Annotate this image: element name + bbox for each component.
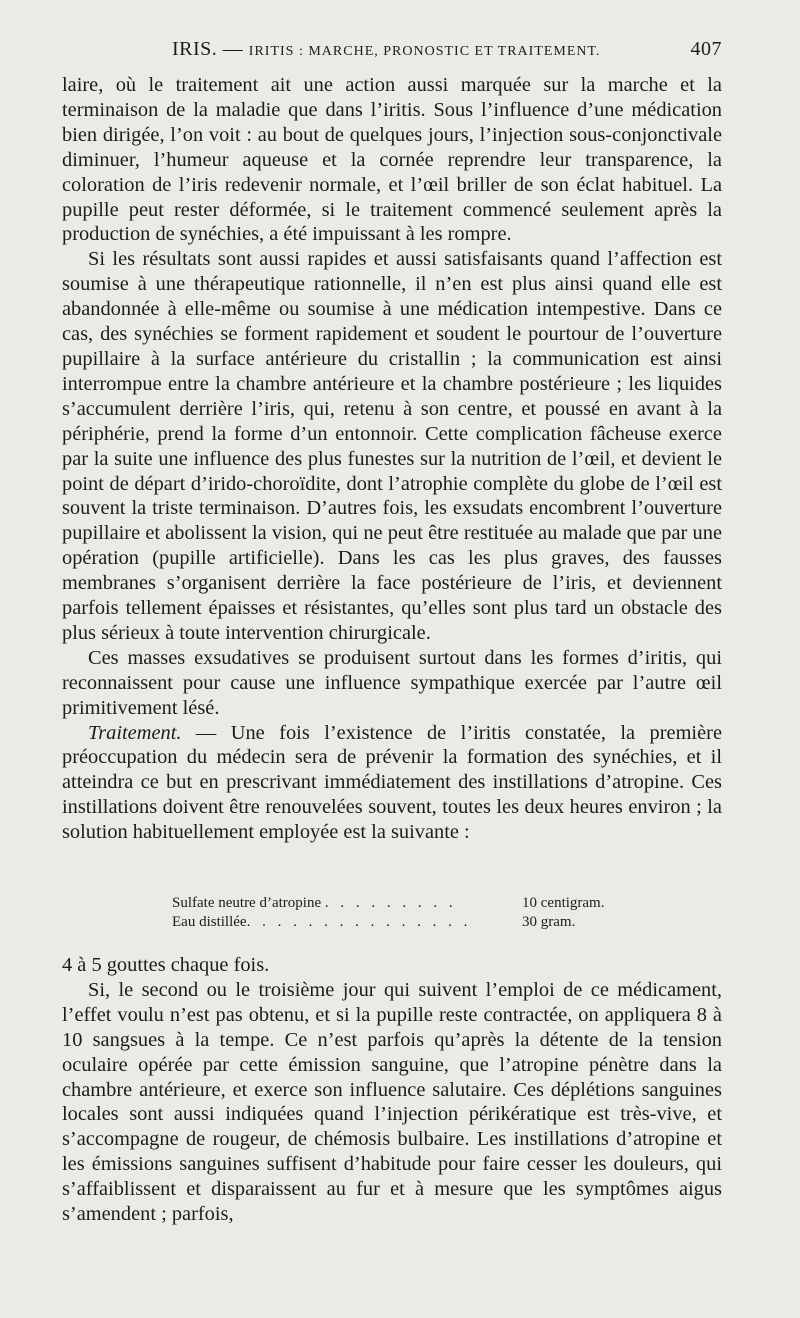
paragraph: Si, le second ou le troisième jour qui suivent l’emploi de ce médicament, l’effet voulu n’est pas obtenu, et si la pupille reste contractée, on appliquera 8 à 10 sangsues à la tempe. Ce n’est parfois qu’après la détente de la tension oculaire opérée par cette émission sanguine, que l’atropine pénètre dans la chambre antérieure, et exerce son influence salutaire. Ces déplétions sanguines locales sont aussi indiquées quand l’injection périkératique est très-vive, et s’accompagne de rougeur, de chémosis bulbaire. Les instillations d’atropine et les émissions sanguines suffisent d’habitude pour faire cesser les douleurs, qui s’affaiblissent et disparaissent au fur et à mesure que les symptômes aigus s’amendent ; parfois,: [62, 978, 722, 1226]
section-title: IRIS.: [172, 38, 218, 60]
page-number: 407: [690, 38, 722, 60]
main-text: [62, 73, 722, 845]
header-dash: —: [222, 38, 244, 60]
traitement-paragraph: [62, 721, 722, 846]
traitement-text: — Une fois l’existence de l’iritis constatée, la première préoccupation du médecin sera de prévenir la formation des synéchies, et il atteindra ce but en prescrivant immédiatement des instillations d’atropine. Ces instillations doivent être renouvelées souvent, toutes les deux heures environ ; la solution habituellement employée est la suivante :: [62, 721, 722, 844]
dosage-line: 4 à 5 gouttes chaque fois.: [62, 954, 270, 976]
ingredient-quantity: 30 gram.: [522, 914, 576, 930]
paragraph: Si les résultats sont aussi rapides et aussi satisfaisants quand l’affection est soumise à une thérapeutique rationnelle, il n’en est plus ainsi quand elle est abandonnée à elle-même ou soumise à une médication intempestive. Dans ce cas, des synéchies se forment rapidement et soudent le pourtour de l’ouverture pupillaire à la surface antérieure du cristallin ; la communication est ainsi interrompue entre la chambre antérieure et la chambre postérieure ; les liquides s’accumulent derrière l’iris, qui, retenu à son centre, et poussé en avant à la périphérie, prend la forme d’un entonnoir. Cette complication fâcheuse exerce par la suite une influence des plus funestes sur la nutrition de l’œil, et devient le point de départ d’irido-choroïdite, dont l’atrophie complète du globe de l’œil est souvent la triste terminaison. D’autres fois, les exsudats encombrent l’ouverture pupillaire et abolissent la vision, qui ne peut être restituée au malade que par une opération (pupille artificielle). Dans les cas les plus graves, des fausses membranes s’organisent derrière la face postérieure de l’iris, et deviennent parfois tellement épaisses et résistantes, qu’elles sont plus tard un obstacle des plus sérieux à toute intervention chirurgicale.: [62, 248, 722, 644]
chapter-title: IRITIS : MARCHE, PRONOSTIC ET TRAITEMENT.: [248, 44, 601, 59]
main-text-continued: [62, 953, 722, 1227]
traitement-label: Traitement.: [88, 721, 182, 744]
running-head-title: [172, 38, 601, 61]
ingredient-name: Sulfate neutre d’atropine . . . . . . . . .: [172, 895, 457, 911]
formula-row: [172, 894, 612, 913]
ingredient-quantity: 10 centigram.: [522, 895, 605, 911]
formula-row: [172, 913, 612, 932]
paragraph: laire, où le traitement ait une action aussi marquée sur la marche et la terminaison de la maladie que dans l’iritis. Sous l’influence d’une médication bien dirigée, l’on voit : au bout de quelques jours, l’injection sous-conjonctivale diminuer, l’humeur aqueuse et la cornée reprendre leur transparence, la coloration de l’iris redevenir normale, et l’œil briller de son éclat habituel. La pupille peut rester déformée, si le traitement commencé seulement après la production de synéchies, a été impuissant à les rompre.: [62, 74, 722, 246]
ingredient-name: Eau distillée. . . . . . . . . . . . . . .: [172, 914, 472, 930]
prescription-formula: [172, 894, 612, 932]
running-head: [62, 38, 722, 68]
paragraph: Ces masses exsudatives se produisent surtout dans les formes d’iritis, qui reconnaissent pour cause une influence sympathique exercée par l’autre œil primitivement lésé.: [62, 646, 722, 719]
